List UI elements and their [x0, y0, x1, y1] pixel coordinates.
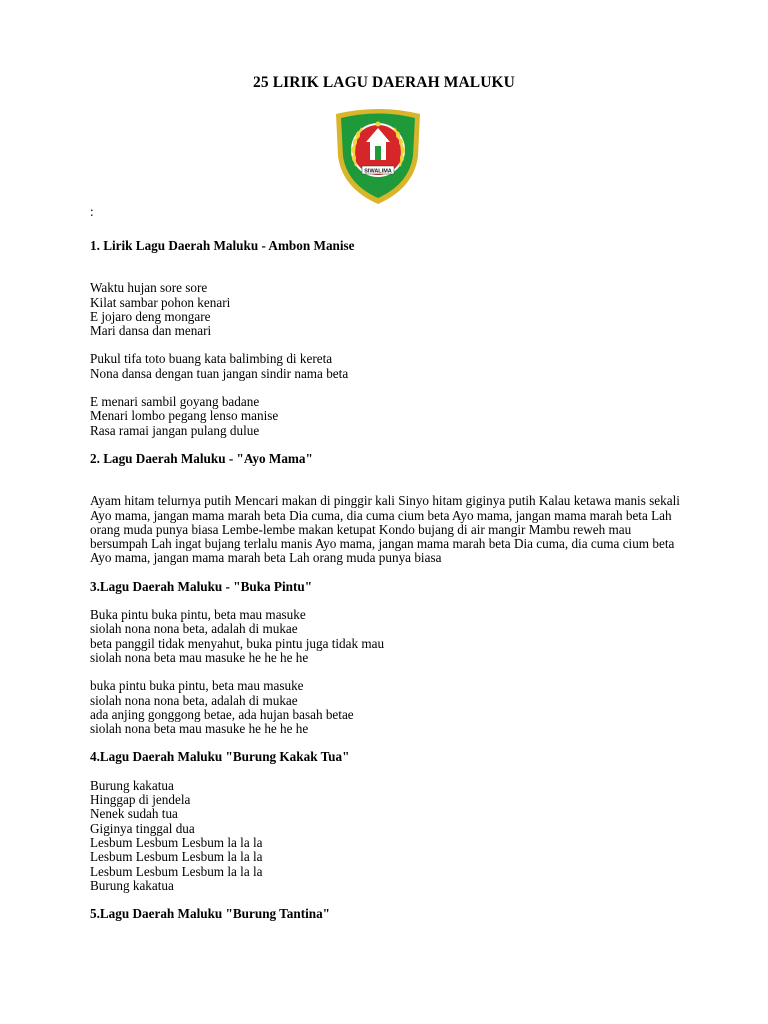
lyric-line: Lesbum Lesbum Lesbum la la la [90, 863, 263, 879]
section-2-paragraph: Ayam hitam telurnya putih Mencari makan di pinggir kali Sinyo hitam giginya putih Kalau ketawa manis sekali Ayo mama, jangan mama marah beta Dia cuma, dia cuma cium beta Ayo mama, jangan mama marah beta Lah orang muda punya biasa Lembe-lembe makan ketupat Kondo bujang di air mangir Mambu reweh mau bersumpah Lah ingat bujang terlalu manis Ayo mama, jangan mama marah beta Dia cuma, dia cuma cium beta Ayo mama, jangan mama marah beta Lah orang muda punya biasa [90, 493, 680, 566]
lyric-line: siolah nona beta mau masuke he he he he [90, 721, 309, 737]
lyric-line: Burung kakatua [90, 777, 174, 793]
lyric-line: ada anjing gonggong betae, ada hujan basah betae [90, 706, 354, 722]
section-3-title: 3.Lagu Daerah Maluku - "Buka Pintu" [90, 578, 313, 594]
lyric-line: Lesbum Lesbum Lesbum la la la [90, 849, 263, 865]
section-5-title: 5.Lagu Daerah Maluku "Burung Tantina" [90, 906, 331, 922]
lyric-line: Pukul tifa toto buang kata balimbing di kereta [90, 351, 333, 367]
lyric-line: Lesbum Lesbum Lesbum la la la [90, 834, 263, 850]
section-1-stanza-2 [90, 352, 690, 381]
section-4-stanza-1 [90, 779, 690, 893]
lyric-line: Menari lombo pegang lenso manise [90, 408, 279, 424]
section-2-title: 2. Lagu Daerah Maluku - "Ayo Mama" [90, 450, 313, 466]
lyric-line: Waktu hujan sore sore [90, 280, 208, 296]
lyric-line: Buka pintu buka pintu, beta mau masuke [90, 607, 306, 623]
lyric-line: beta panggil tidak menyahut, buka pintu juga tidak mau [90, 635, 385, 651]
lyric-line: Rasa ramai jangan pulang dulue [90, 422, 260, 438]
document-title: 25 LIRIK LAGU DAERAH MALUKU [253, 74, 515, 91]
lyric-line: Nona dansa dengan tuan jangan sindir nama beta [90, 365, 349, 381]
section-3-stanza-2 [90, 679, 690, 736]
lyric-line: Giginya tinggal dua [90, 820, 195, 836]
section-3-stanza-1 [90, 608, 690, 665]
lyric-line: Nenek sudah tua [90, 806, 178, 822]
document-body [90, 205, 690, 921]
colon-marker: : [90, 204, 94, 219]
lyric-line: Burung kakatua [90, 877, 174, 893]
lyric-line: siolah nona nona beta, adalah di mukae [90, 621, 298, 637]
lyric-line: Mari dansa dan menari [90, 323, 212, 339]
lyric-line: Kilat sambar pohon kenari [90, 294, 231, 310]
lyric-line: E jojaro deng mongare [90, 308, 211, 324]
lyric-line: siolah nona beta mau masuke he he he he [90, 649, 309, 665]
maluku-emblem-icon [332, 106, 424, 206]
section-4-title: 4.Lagu Daerah Maluku "Burung Kakak Tua" [90, 749, 350, 765]
section-1-stanza-3 [90, 395, 690, 438]
lyric-line: E menari sambil goyang badane [90, 394, 260, 410]
section-1-stanza-1 [90, 281, 690, 338]
lyric-line: buka pintu buka pintu, beta mau masuke [90, 678, 304, 694]
emblem-banner-text: SIWALIMA [364, 168, 392, 175]
lyric-line: siolah nona nona beta, adalah di mukae [90, 692, 298, 708]
lyric-line: Hinggap di jendela [90, 792, 191, 808]
section-1-title: 1. Lirik Lagu Daerah Maluku - Ambon Manise [90, 238, 355, 253]
